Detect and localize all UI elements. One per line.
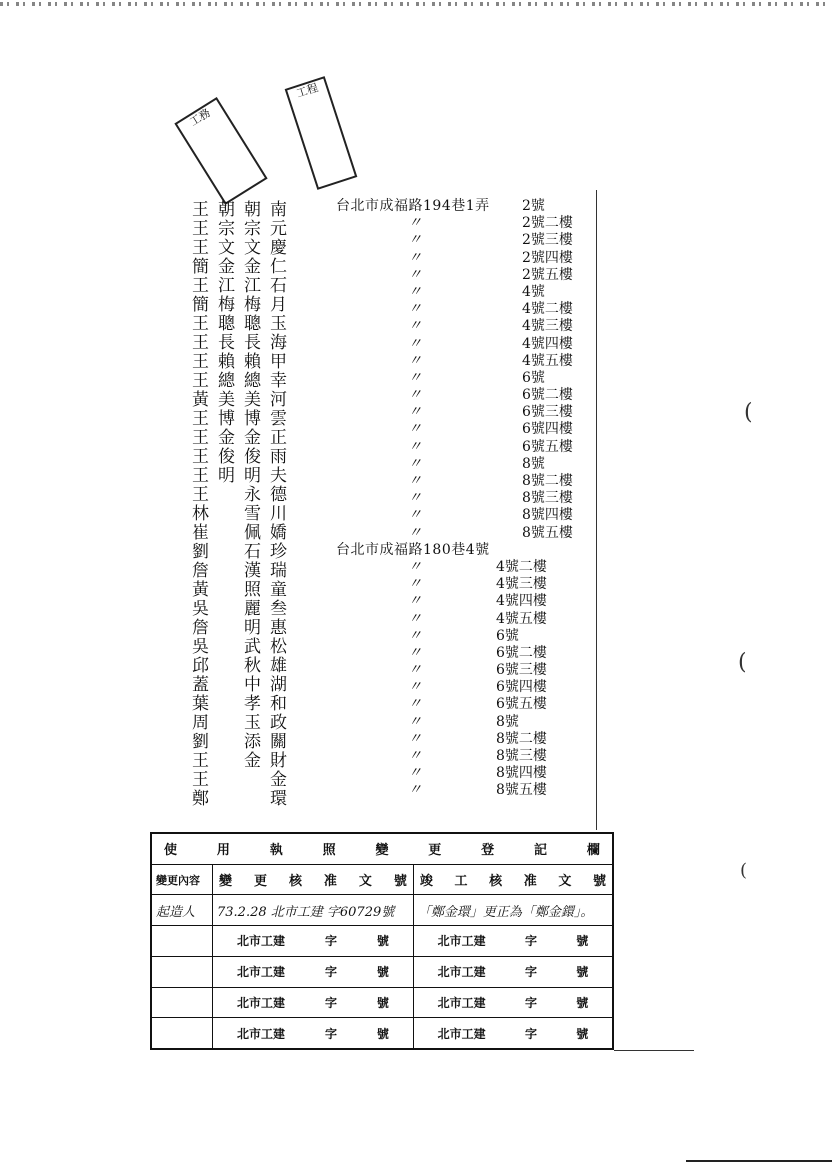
completion-number: 「鄭金環」更正為「鄭金鐶」。 bbox=[413, 895, 613, 926]
house-number: 8號三樓 bbox=[496, 748, 547, 764]
margin-mark: ( bbox=[738, 650, 747, 675]
change-content bbox=[151, 926, 213, 957]
address-row bbox=[336, 559, 596, 576]
number-part: 號 bbox=[576, 995, 589, 1010]
house-number: 8號五樓 bbox=[522, 524, 573, 541]
table-row bbox=[151, 987, 613, 1018]
header-completion bbox=[413, 864, 613, 895]
address-row bbox=[336, 301, 596, 318]
number-part: 北市工建 bbox=[437, 934, 486, 949]
street-name: 台北市成福路194巷1弄 bbox=[336, 198, 490, 214]
house-number: 6號五樓 bbox=[522, 438, 573, 455]
address-row bbox=[336, 336, 596, 353]
number-part: 字 bbox=[324, 995, 337, 1010]
address-row bbox=[336, 473, 596, 490]
table-title-row bbox=[151, 833, 613, 864]
address-row bbox=[336, 611, 596, 628]
name-column: 南元慶仁石月玉海甲幸河雲正雨夫德川嬌珍瑞童叁惠松雄湖和政關財金環 bbox=[266, 200, 286, 808]
number-part: 北市工建 bbox=[236, 934, 285, 949]
header-char: 文 bbox=[558, 874, 572, 890]
ditto-mark: 〃 bbox=[408, 421, 422, 438]
address-row bbox=[336, 370, 596, 387]
name-column: 王王王簡王簡王王王王黃王王王王王林崔劉詹黃吳詹吳邱蓋葉周劉王王鄭 bbox=[188, 200, 208, 808]
ditto-mark: 〃 bbox=[408, 283, 422, 300]
table-row bbox=[151, 895, 613, 926]
margin-mark: ( bbox=[744, 400, 753, 425]
street-name: 台北市成福路180巷4號 bbox=[336, 541, 490, 558]
ditto-mark: 〃 bbox=[408, 662, 422, 679]
header-char: 准 bbox=[523, 874, 537, 890]
title-char: 用 bbox=[216, 843, 230, 859]
house-number: 6號三樓 bbox=[522, 404, 573, 421]
house-number: 4號五樓 bbox=[522, 352, 573, 369]
number-part: 字 bbox=[324, 1026, 337, 1041]
approval-number bbox=[213, 987, 414, 1018]
house-number: 6號 bbox=[522, 369, 545, 386]
house-number: 6號二樓 bbox=[522, 387, 573, 404]
title-char: 記 bbox=[534, 843, 548, 859]
stamp-text: 工程 bbox=[294, 81, 320, 101]
address-row bbox=[336, 456, 596, 473]
header-char: 號 bbox=[393, 874, 407, 890]
ditto-mark: 〃 bbox=[408, 782, 422, 799]
ditto-mark: 〃 bbox=[408, 455, 422, 472]
number-part: 北市工建 bbox=[437, 965, 486, 980]
title-char: 欄 bbox=[586, 843, 600, 859]
change-registration-table bbox=[150, 832, 614, 1050]
ditto-mark: 〃 bbox=[408, 318, 422, 335]
ditto-mark: 〃 bbox=[408, 524, 422, 541]
address-row bbox=[336, 198, 596, 215]
number-part: 號 bbox=[376, 934, 389, 949]
ditto-mark: 〃 bbox=[408, 748, 422, 764]
address-row bbox=[336, 318, 596, 335]
title-char: 更 bbox=[428, 843, 442, 859]
number-part: 字 bbox=[524, 934, 537, 949]
ditto-mark: 〃 bbox=[408, 644, 422, 661]
header-char: 工 bbox=[454, 874, 468, 890]
change-content bbox=[151, 987, 213, 1018]
header-content: 變更內容 bbox=[151, 864, 213, 895]
header-char: 核 bbox=[288, 874, 302, 890]
address-row bbox=[336, 542, 596, 559]
number-part: 北市工建 bbox=[236, 1026, 285, 1041]
house-number: 8號二樓 bbox=[522, 473, 573, 489]
address-row bbox=[336, 439, 596, 456]
ditto-mark: 〃 bbox=[408, 215, 422, 232]
house-number: 8號四樓 bbox=[496, 765, 547, 782]
number-part: 字 bbox=[524, 995, 537, 1010]
number-part: 字 bbox=[324, 934, 337, 949]
address-row bbox=[336, 387, 596, 404]
address-row bbox=[336, 421, 596, 438]
ditto-mark: 〃 bbox=[408, 765, 422, 782]
stamp-text: 工務 bbox=[187, 106, 213, 129]
header-char: 竣 bbox=[419, 874, 433, 890]
change-content bbox=[151, 1018, 213, 1049]
completion-number bbox=[413, 987, 613, 1018]
address-row bbox=[336, 490, 596, 507]
bottom-right-line bbox=[614, 1050, 694, 1051]
house-number: 6號三樓 bbox=[496, 662, 547, 679]
number-part: 號 bbox=[576, 965, 589, 980]
number-part: 字 bbox=[324, 965, 337, 980]
address-row bbox=[336, 748, 596, 765]
ditto-mark: 〃 bbox=[408, 369, 422, 386]
name-column: 朝宗文金江梅聰長賴總美博金俊明永雪佩石漢照麗明武秋中孝玉添金 bbox=[240, 200, 260, 770]
house-number: 2號四樓 bbox=[522, 249, 573, 266]
house-number: 6號四樓 bbox=[522, 421, 573, 438]
table-row bbox=[151, 1018, 613, 1049]
address-list bbox=[336, 198, 596, 800]
margin-mark: ( bbox=[740, 860, 748, 881]
house-number: 6號五樓 bbox=[496, 696, 547, 713]
ditto-mark: 〃 bbox=[408, 558, 422, 575]
ditto-mark: 〃 bbox=[408, 627, 422, 644]
name-column: 朝宗文金江梅聰長賴總美博金俊明 bbox=[214, 200, 234, 485]
table-row bbox=[151, 926, 613, 957]
house-number: 2號二樓 bbox=[522, 215, 573, 232]
house-number: 8號 bbox=[496, 713, 519, 730]
house-number: 4號二樓 bbox=[496, 558, 547, 575]
address-row bbox=[336, 525, 596, 542]
house-number: 6號 bbox=[496, 627, 519, 644]
page-bottom-line bbox=[686, 1160, 832, 1162]
scan-top-noise bbox=[0, 2, 832, 6]
ditto-mark: 〃 bbox=[408, 301, 422, 318]
address-row bbox=[336, 696, 596, 713]
ditto-mark: 〃 bbox=[408, 473, 422, 489]
ditto-mark: 〃 bbox=[408, 576, 422, 593]
ditto-mark: 〃 bbox=[408, 713, 422, 730]
house-number: 4號四樓 bbox=[496, 593, 547, 610]
header-char: 文 bbox=[358, 874, 372, 890]
number-part: 北市工建 bbox=[236, 995, 285, 1010]
house-number: 2號三樓 bbox=[522, 232, 573, 249]
ditto-mark: 〃 bbox=[408, 438, 422, 455]
address-row bbox=[336, 662, 596, 679]
ditto-mark: 〃 bbox=[408, 266, 422, 283]
approval-number bbox=[213, 956, 414, 987]
header-char: 變 bbox=[219, 874, 233, 890]
header-char: 號 bbox=[592, 874, 606, 890]
address-row bbox=[336, 353, 596, 370]
address-row bbox=[336, 782, 596, 799]
number-part: 北市工建 bbox=[236, 965, 285, 980]
house-number: 4號三樓 bbox=[522, 318, 573, 335]
title-char: 執 bbox=[269, 843, 283, 859]
table-title bbox=[156, 839, 608, 858]
number-part: 字 bbox=[524, 1026, 537, 1041]
number-part: 號 bbox=[376, 1026, 389, 1041]
ditto-mark: 〃 bbox=[408, 593, 422, 610]
number-part: 號 bbox=[376, 965, 389, 980]
address-row bbox=[336, 765, 596, 782]
approval-number bbox=[213, 926, 414, 957]
house-number: 4號三樓 bbox=[496, 576, 547, 593]
ditto-mark: 〃 bbox=[408, 507, 422, 524]
house-number: 8號三樓 bbox=[522, 490, 573, 507]
title-char: 照 bbox=[322, 843, 336, 859]
title-char: 使 bbox=[164, 843, 178, 859]
number-part: 號 bbox=[376, 995, 389, 1010]
approval-number bbox=[213, 1018, 414, 1049]
right-margin-line bbox=[596, 190, 597, 830]
ditto-mark: 〃 bbox=[408, 696, 422, 713]
address-row bbox=[336, 404, 596, 421]
house-number: 4號四樓 bbox=[522, 335, 573, 352]
address-row bbox=[336, 267, 596, 284]
number-part: 北市工建 bbox=[437, 1026, 486, 1041]
house-number: 8號 bbox=[522, 455, 545, 472]
header-char: 准 bbox=[323, 874, 337, 890]
number-part: 字 bbox=[524, 965, 537, 980]
address-row bbox=[336, 232, 596, 249]
header-char: 更 bbox=[253, 874, 267, 890]
house-number: 2號 bbox=[522, 198, 545, 214]
address-row bbox=[336, 507, 596, 524]
completion-number bbox=[413, 1018, 613, 1049]
number-part: 號 bbox=[576, 1026, 589, 1041]
address-row bbox=[336, 576, 596, 593]
house-number: 8號五樓 bbox=[496, 782, 547, 799]
address-row bbox=[336, 593, 596, 610]
address-row bbox=[336, 645, 596, 662]
house-number: 6號四樓 bbox=[496, 679, 547, 696]
approval-number: 73.2.28 北市工建 字60729號 bbox=[213, 895, 414, 926]
completion-number bbox=[413, 926, 613, 957]
address-row bbox=[336, 679, 596, 696]
address-row bbox=[336, 250, 596, 267]
title-char: 登 bbox=[481, 843, 495, 859]
address-row bbox=[336, 628, 596, 645]
address-row bbox=[336, 731, 596, 748]
ditto-mark: 〃 bbox=[408, 679, 422, 696]
ditto-mark: 〃 bbox=[408, 387, 422, 404]
house-number: 8號二樓 bbox=[496, 730, 547, 747]
ditto-mark: 〃 bbox=[408, 490, 422, 507]
address-row bbox=[336, 284, 596, 301]
house-number: 6號二樓 bbox=[496, 644, 547, 661]
table-header-row bbox=[151, 864, 613, 895]
change-content bbox=[151, 956, 213, 987]
ditto-mark: 〃 bbox=[408, 352, 422, 369]
ditto-mark: 〃 bbox=[408, 249, 422, 266]
ditto-mark: 〃 bbox=[408, 335, 422, 352]
number-part: 號 bbox=[576, 934, 589, 949]
ditto-mark: 〃 bbox=[408, 404, 422, 421]
header-approval bbox=[213, 864, 414, 895]
address-row bbox=[336, 714, 596, 731]
ditto-mark: 〃 bbox=[408, 730, 422, 747]
house-number: 4號五樓 bbox=[496, 610, 547, 627]
table-row bbox=[151, 956, 613, 987]
house-number: 4號 bbox=[522, 283, 545, 300]
approval-stamp bbox=[174, 97, 267, 205]
change-content: 起造人 bbox=[151, 895, 213, 926]
address-row bbox=[336, 215, 596, 232]
completion-number bbox=[413, 956, 613, 987]
approval-stamp bbox=[285, 76, 358, 190]
house-number: 8號四樓 bbox=[522, 507, 573, 524]
house-number: 4號二樓 bbox=[522, 301, 573, 318]
ditto-mark: 〃 bbox=[408, 232, 422, 249]
owner-names bbox=[186, 200, 288, 820]
ditto-mark: 〃 bbox=[408, 610, 422, 627]
title-char: 變 bbox=[375, 843, 389, 859]
number-part: 北市工建 bbox=[437, 995, 486, 1010]
house-number: 2號五樓 bbox=[522, 266, 573, 283]
header-char: 核 bbox=[489, 874, 503, 890]
